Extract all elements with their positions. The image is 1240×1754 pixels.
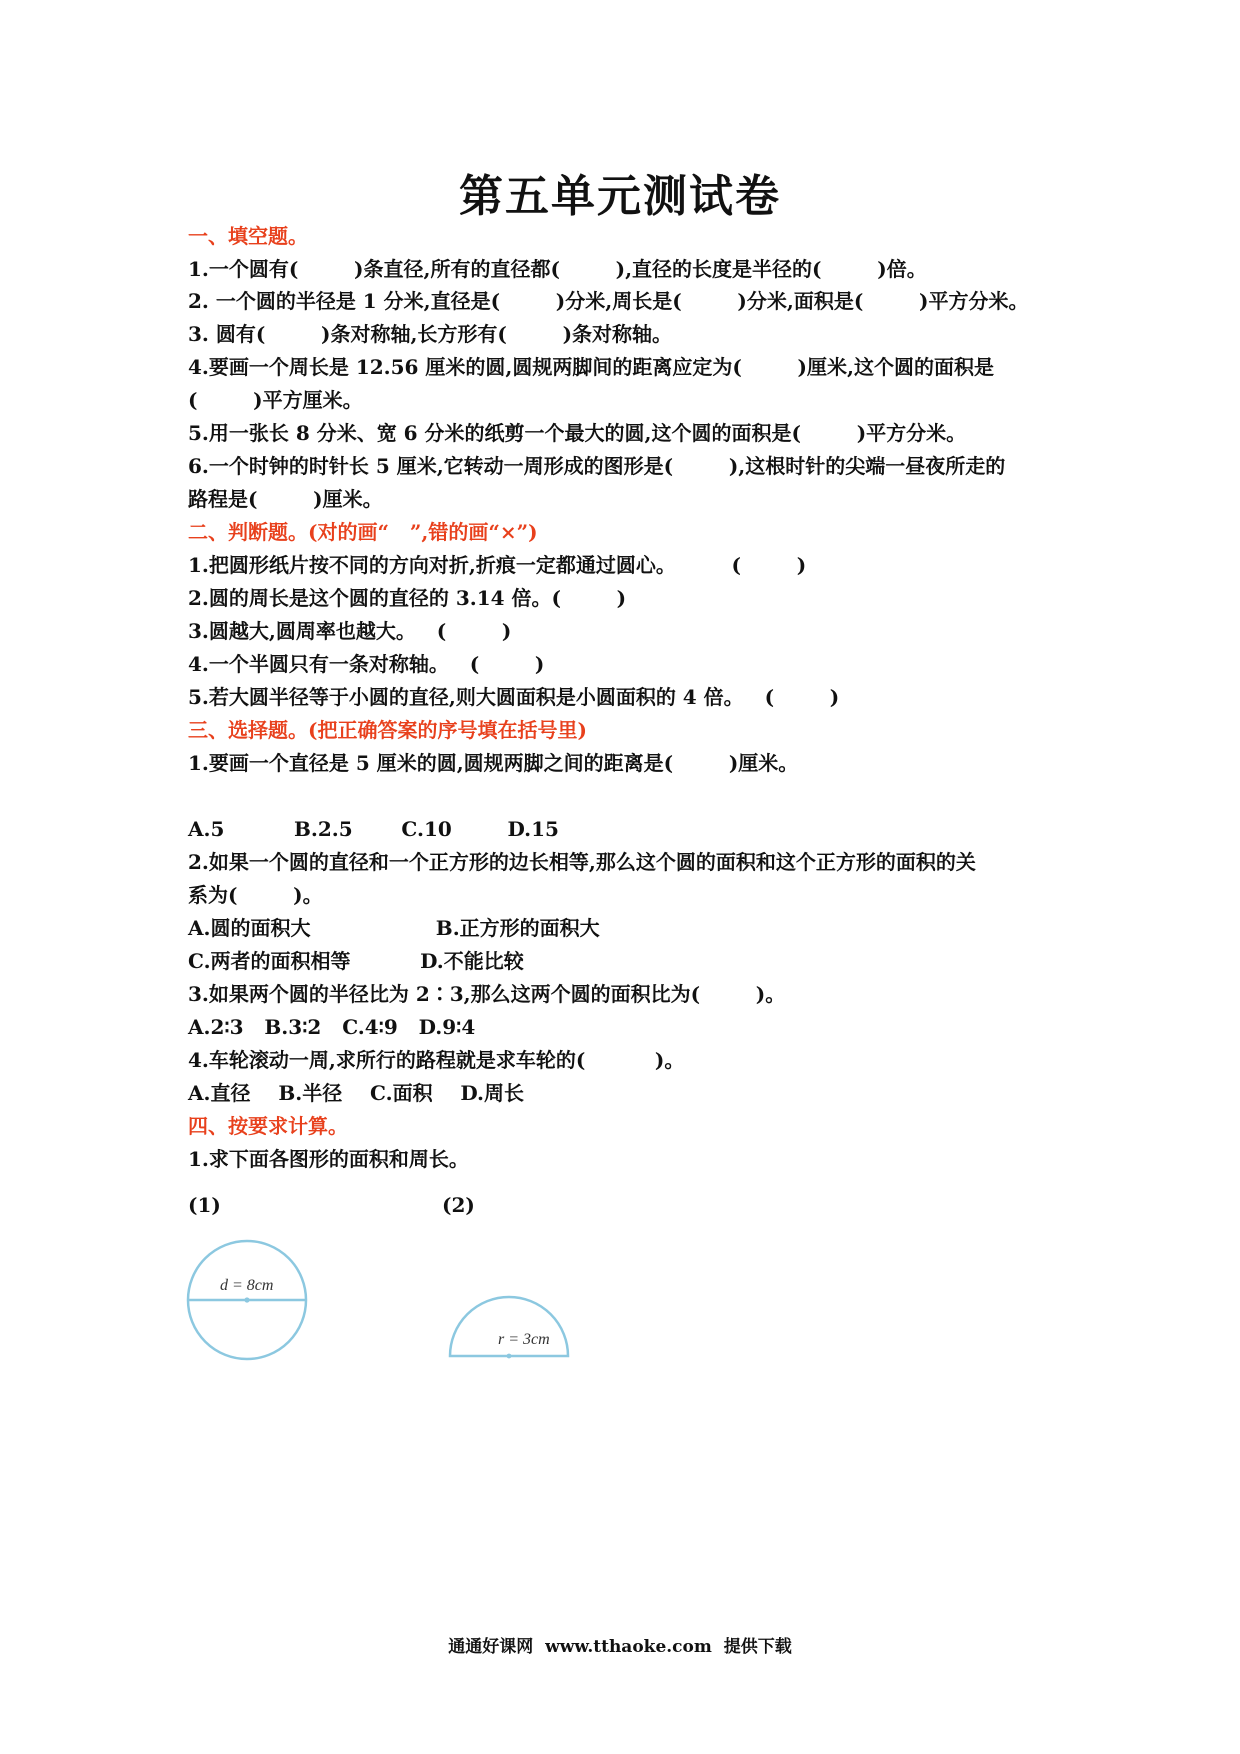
judge-question-4: 4.一个半圆只有一条对称轴。 ( ) — [188, 652, 545, 676]
choice-question-2: 2.如果一个圆的直径和一个正方形的边长相等,那么这个圆的面积和这个正方形的面积的关 — [188, 850, 976, 874]
page-title: 第五单元测试卷 — [459, 171, 781, 222]
choice-question-1: 1.要画一个直径是 5 厘米的圆,圆规两脚之间的距离是( )厘米。 — [188, 751, 799, 775]
choice-question-3: 3.如果两个圆的半径比为 2∶3,那么这两个圆的面积比为( )。 — [188, 982, 786, 1006]
choice-question-2-cont: 系为( )。 — [188, 883, 323, 907]
radius-label: r = 3cm — [498, 1331, 550, 1348]
fill-question-6-cont: 路程是( )厘米。 — [188, 487, 383, 511]
judge-question-1: 1.把圆形纸片按不同的方向对折,折痕一定都通过圆心。 ( ) — [188, 553, 807, 577]
choice-question-2-options-ab: A.圆的面积大 B.正方形的面积大 — [188, 916, 600, 940]
judge-question-2: 2.圆的周长是这个圆的直径的 3.14 倍。( ) — [188, 586, 627, 610]
footer-credit: 通通好课网 www.tthaoke.com 提供下载 — [448, 1637, 792, 1657]
calc-question-1: 1.求下面各图形的面积和周长。 — [188, 1147, 469, 1171]
choice-question-4-options: A.直径 B.半径 C.面积 D.周长 — [188, 1081, 525, 1105]
fill-question-4-cont: ( )平方厘米。 — [188, 388, 363, 412]
fill-question-2: 2. 一个圆的半径是 1 分米,直径是( )分米,周长是( )分米,面积是( )平方分米。 — [188, 289, 1029, 313]
fill-question-4: 4.要画一个周长是 12.56 厘米的圆,圆规两脚间的距离应定为( )厘米,这个圆的面积是 — [188, 355, 994, 379]
circle-figure — [180, 1238, 320, 1366]
fill-question-6: 6.一个时钟的时针长 5 厘米,它转动一周形成的图形是( ),这根时针的尖端一昼夜所走的 — [188, 454, 1006, 478]
section-heading-fill: 一、填空题。 — [188, 224, 308, 248]
choice-question-2-options-cd: C.两者的面积相等 D.不能比较 — [188, 949, 524, 973]
choice-question-1-options: A.5 B.2.5 C.10 D.15 — [188, 817, 559, 841]
section-heading-calc: 四、按要求计算。 — [188, 1114, 348, 1138]
figure-2-number: (2) — [442, 1193, 475, 1217]
section-heading-judge: 二、判断题。(对的画“ ”,错的画“×”) — [188, 520, 538, 544]
judge-question-5: 5.若大圆半径等于小圆的直径,则大圆面积是小圆面积的 4 倍。 ( ) — [188, 685, 840, 709]
choice-question-4: 4.车轮滚动一周,求所行的路程就是求车轮的( )。 — [188, 1048, 685, 1072]
fill-question-5: 5.用一张长 8 分米、宽 6 分米的纸剪一个最大的圆,这个圆的面积是( )平方分米。 — [188, 421, 967, 445]
judge-question-3: 3.圆越大,圆周率也越大。 ( ) — [188, 619, 512, 643]
fill-question-1: 1.一个圆有( )条直径,所有的直径都( ),直径的长度是半径的( )倍。 — [188, 257, 927, 281]
diameter-label: d = 8cm — [220, 1277, 274, 1294]
fill-question-3: 3. 圆有( )条对称轴,长方形有( )条对称轴。 — [188, 322, 673, 346]
circle-center-dot — [244, 1297, 249, 1302]
section-heading-choice: 三、选择题。(把正确答案的序号填在括号里) — [188, 718, 587, 742]
choice-question-3-options: A.2∶3 B.3∶2 C.4∶9 D.9∶4 — [188, 1015, 476, 1039]
semicircle-figure — [440, 1290, 580, 1370]
semicircle-center-dot — [507, 1354, 512, 1359]
figure-1-number: (1) — [188, 1193, 221, 1217]
